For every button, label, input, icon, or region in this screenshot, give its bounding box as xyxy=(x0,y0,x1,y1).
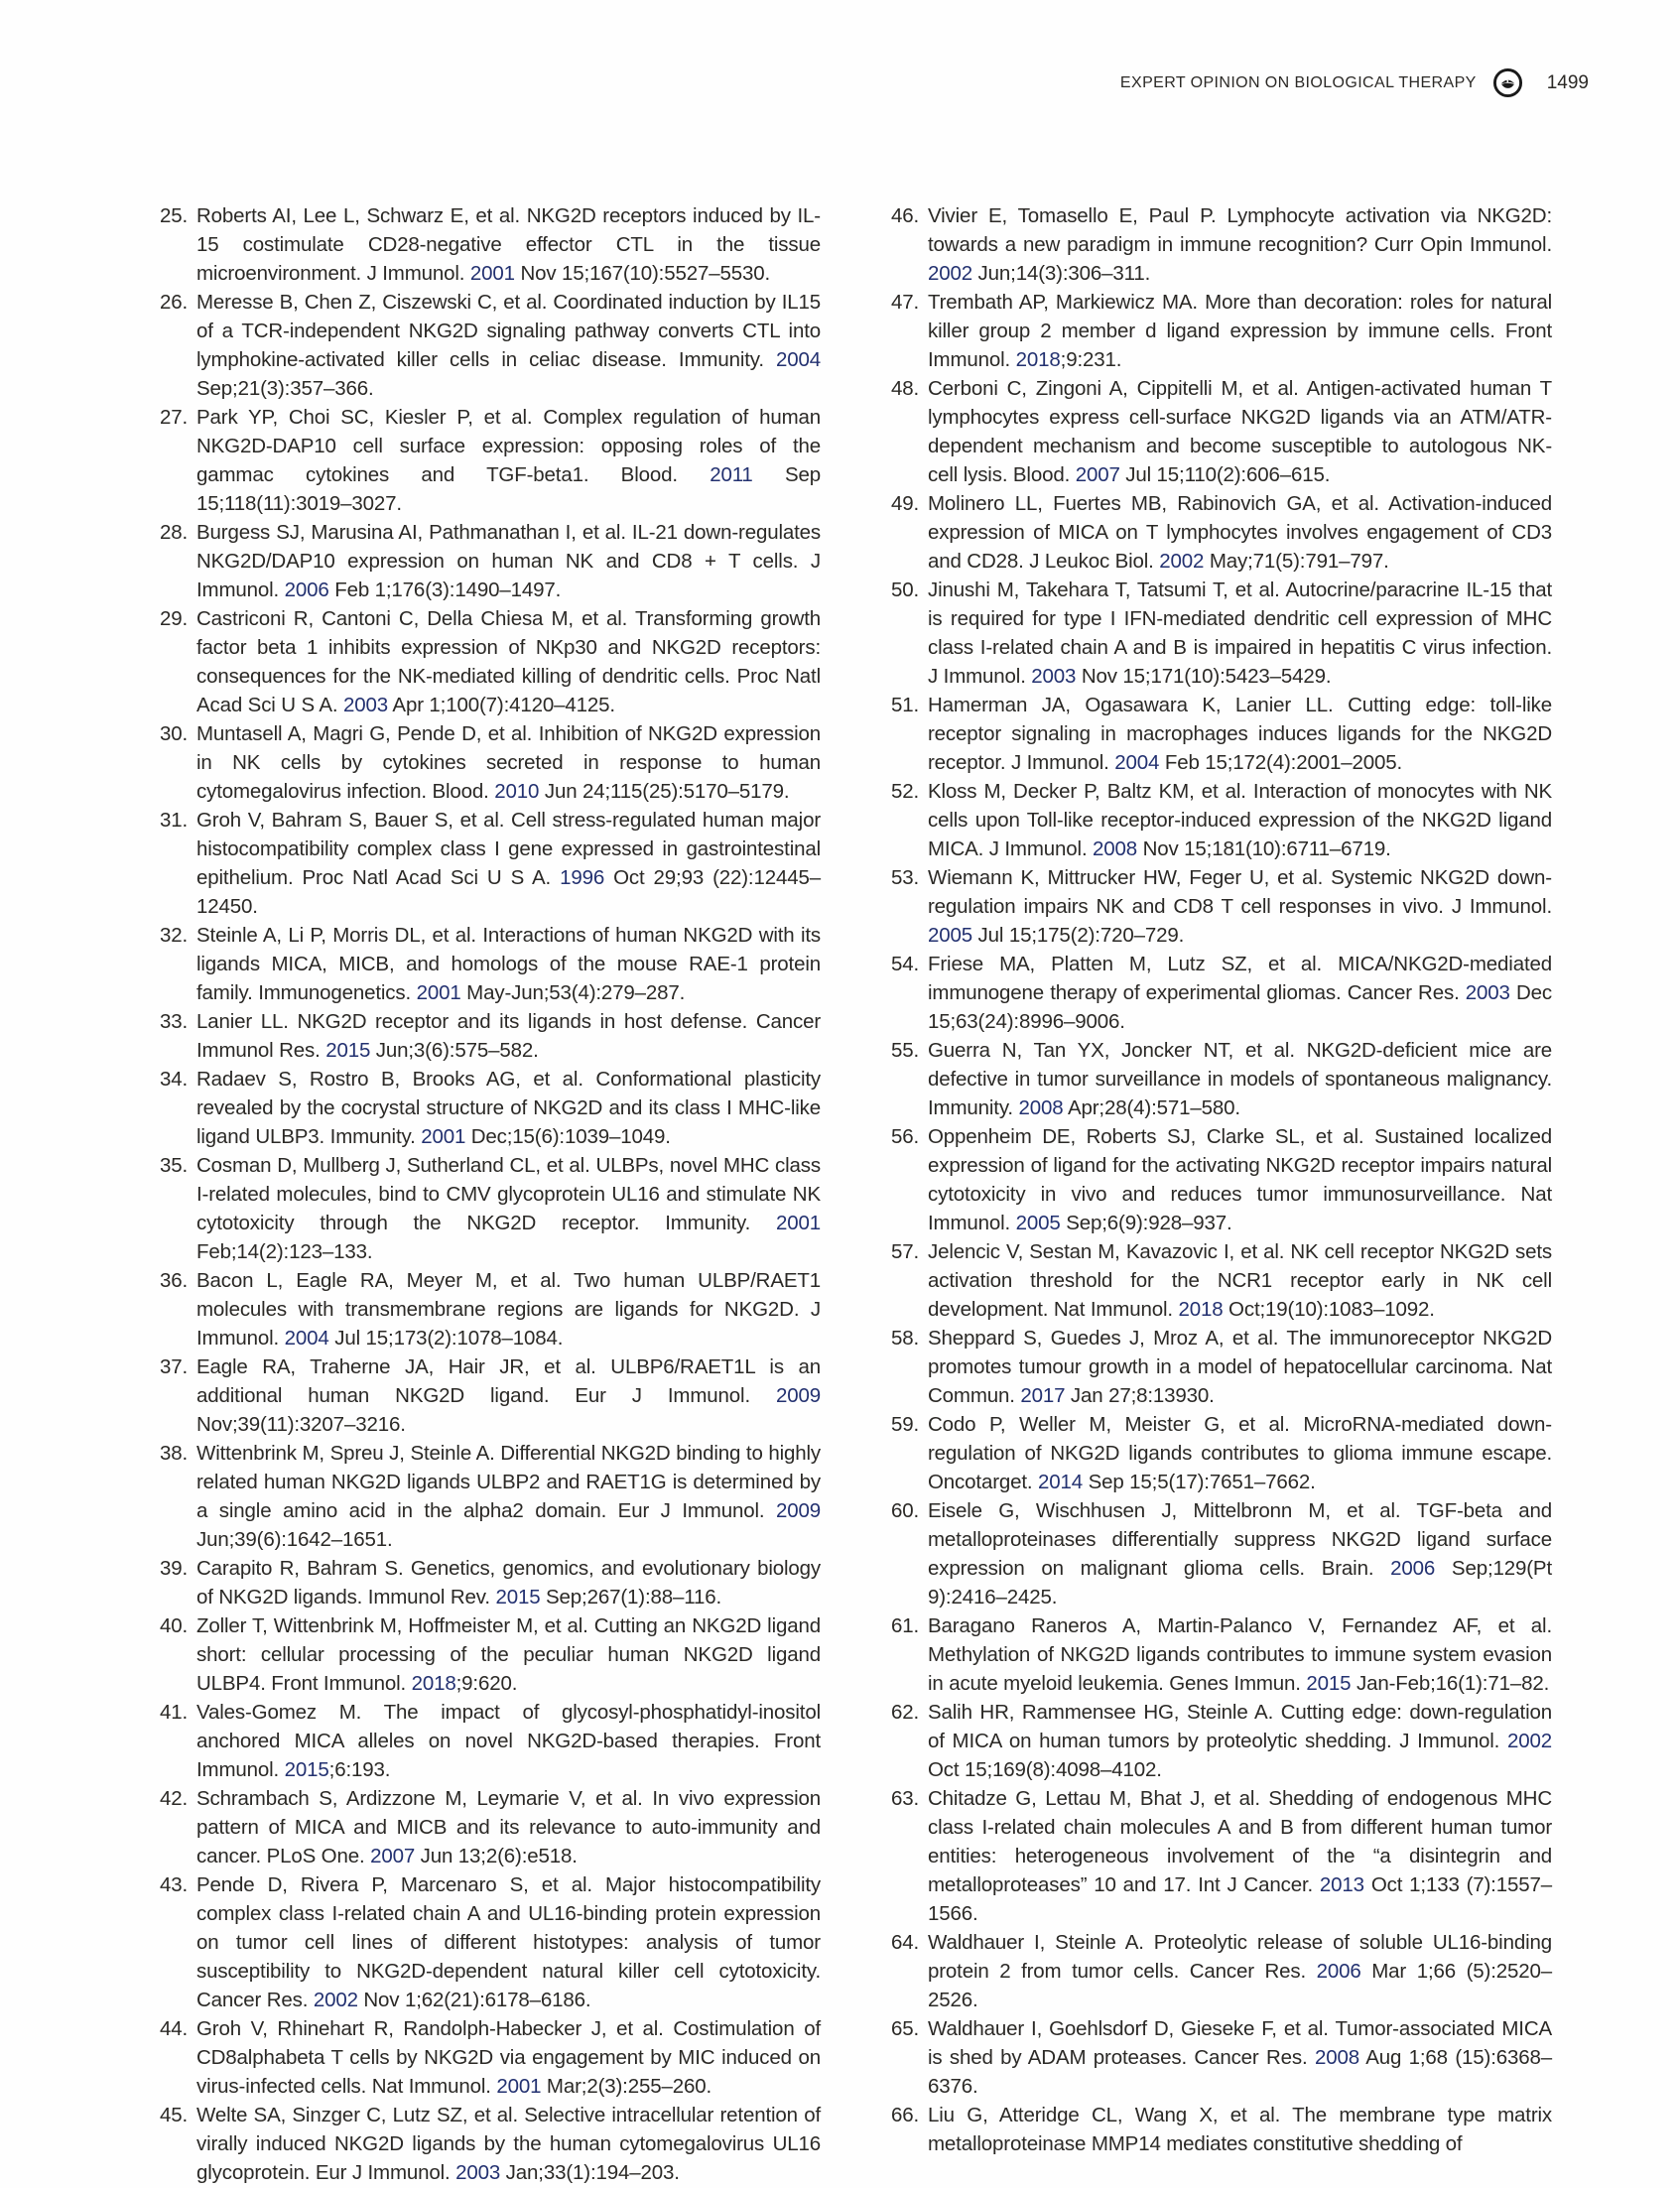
reference-year-link[interactable]: 2001 xyxy=(421,1125,466,1148)
reference-text: Pende D, Rivera P, Marcenaro S, et al. Major histocompatibility complex class I-related chain A and UL16-binding protein expression on tumor cell lines of different histotypes: analysis of tumor susceptibility to NKG2D-dependent natural killer cell cytotoxicity. Cancer Res. 2002 Nov 1;62(21):6178–6186. xyxy=(196,1873,821,2011)
references-column-right xyxy=(891,201,1552,2187)
reference-number: 35. xyxy=(160,1154,189,1177)
reference-text: Bacon L, Eagle RA, Meyer M, et al. Two human ULBP/RAET1 molecules with transmembrane regions are ligands for NKG2D. J Immunol. 2004 Jul 15;173(2):1078–1084. xyxy=(196,1269,821,1350)
reference-item xyxy=(891,1611,1552,1698)
reference-number: 64. xyxy=(891,1931,920,1954)
reference-item xyxy=(891,1122,1552,1237)
reference-item xyxy=(891,1237,1552,1324)
reference-number: 53. xyxy=(891,866,920,889)
reference-year-link[interactable]: 2006 xyxy=(284,579,329,601)
reference-text: Vales-Gomez M. The impact of glycosyl-phosphatidyl-inositol anchored MICA alleles on novel NKG2D-based therapies. Front Immunol. 2015;6:193. xyxy=(196,1701,821,1781)
reference-year-link[interactable]: 2015 xyxy=(1306,1672,1352,1695)
reference-number: 27. xyxy=(160,406,189,429)
reference-year-link[interactable]: 2001 xyxy=(469,262,515,285)
reference-text: Groh V, Rhinehart R, Randolph-Habecker J, et al. Costimulation of CD8alphabeta T cells by NKG2D via engagement by MIC induced on virus-infected cells. Nat Immunol. 2001 Mar;2(3):255–260. xyxy=(196,2017,821,2098)
reference-number: 44. xyxy=(160,2017,189,2040)
reference-item xyxy=(160,1870,821,2014)
reference-year-link[interactable]: 2002 xyxy=(313,1989,358,2011)
reference-number: 56. xyxy=(891,1125,920,1148)
reference-number: 51. xyxy=(891,694,920,716)
reference-item xyxy=(160,201,821,288)
reference-item xyxy=(891,691,1552,777)
reference-text: Sheppard S, Guedes J, Mroz A, et al. The immunoreceptor NKG2D promotes tumour growth in a model of hepatocellular carcinoma. Nat Commun. 2017 Jan 27;8:13930. xyxy=(928,1327,1552,1407)
reference-number: 61. xyxy=(891,1614,920,1637)
reference-item xyxy=(891,374,1552,489)
references-section xyxy=(160,201,1552,2187)
reference-number: 42. xyxy=(160,1787,189,1810)
reference-text: Kloss M, Decker P, Baltz KM, et al. Interaction of monocytes with NK cells upon Toll-like receptor-induced expression of the NKG2D ligand MICA. J Immunol. 2008 Nov 15;181(10):6711–6719. xyxy=(928,780,1552,860)
reference-item xyxy=(160,1266,821,1352)
reference-text: Hamerman JA, Ogasawara K, Lanier LL. Cutting edge: toll-like receptor signaling in macrophages induces ligands for the NKG2D receptor. J Immunol. 2004 Feb 15;172(4):2001–2005. xyxy=(928,694,1552,774)
reference-number: 31. xyxy=(160,809,189,832)
reference-text: Burgess SJ, Marusina AI, Pathmanathan I, et al. IL-21 down-regulates NKG2D/DAP10 expression on human NK and CD8 + T cells. J Immunol. 2006 Feb 1;176(3):1490–1497. xyxy=(196,521,821,601)
reference-item xyxy=(160,2101,821,2187)
reference-text: Baragano Raneros A, Martin-Palanco V, Fernandez AF, et al. Methylation of NKG2D ligands contributes to immune system evasion in acute myeloid leukemia. Genes Immun. 2015 Jan-Feb;16(1):71–82. xyxy=(928,1614,1552,1695)
reference-item xyxy=(891,201,1552,288)
reference-item xyxy=(891,1928,1552,2014)
reference-text: Friese MA, Platten M, Lutz SZ, et al. MICA/NKG2D-mediated immunogene therapy of experimental gliomas. Cancer Res. 2003 Dec 15;63(24):8996–9006. xyxy=(928,953,1552,1033)
reference-year-link[interactable]: 2003 xyxy=(1465,981,1510,1004)
reference-item xyxy=(891,288,1552,374)
reference-item xyxy=(160,806,821,921)
reference-year-link[interactable]: 2010 xyxy=(494,780,540,803)
reference-number: 48. xyxy=(891,377,920,400)
reference-item xyxy=(891,489,1552,576)
reference-year-link[interactable]: 2015 xyxy=(284,1758,329,1781)
reference-year-link[interactable]: 2004 xyxy=(775,348,821,371)
reference-text: Molinero LL, Fuertes MB, Rabinovich GA, et al. Activation-induced expression of MICA on T lymphocytes involves engagement of CD3 and CD28. J Leukoc Biol. 2002 May;71(5):791–797. xyxy=(928,492,1552,573)
page-header xyxy=(1120,67,1589,98)
reference-item xyxy=(891,950,1552,1036)
reference-text: Radaev S, Rostro B, Brooks AG, et al. Conformational plasticity revealed by the cocrystal structure of NKG2D and its class I MHC-like ligand ULBP3. Immunity. 2001 Dec;15(6):1039–1049. xyxy=(196,1068,821,1148)
reference-number: 41. xyxy=(160,1701,189,1724)
reference-item xyxy=(891,2014,1552,2101)
reference-year-link[interactable]: 2007 xyxy=(1075,463,1120,486)
reference-number: 25. xyxy=(160,204,189,227)
reference-item xyxy=(891,2101,1552,2158)
reference-year-link[interactable]: 2011 xyxy=(710,463,753,486)
reference-text: Zoller T, Wittenbrink M, Hoffmeister M, et al. Cutting an NKG2D ligand short: cellular processing of the peculiar human NKG2D ligand ULBP4. Front Immunol. 2018;9:620. xyxy=(196,1614,821,1695)
reference-number: 30. xyxy=(160,722,189,745)
reference-item xyxy=(160,1065,821,1151)
reference-year-link[interactable]: 2002 xyxy=(1159,550,1205,573)
reference-number: 26. xyxy=(160,291,189,314)
reference-year-link[interactable]: 2001 xyxy=(416,981,461,1004)
reference-text: Guerra N, Tan YX, Joncker NT, et al. NKG2D-deficient mice are defective in tumor surveillance in models of spontaneous malignancy. Immunity. 2008 Apr;28(4):571–580. xyxy=(928,1039,1552,1119)
reference-year-link[interactable]: 2005 xyxy=(928,924,973,947)
reference-text: Jinushi M, Takehara T, Tatsumi T, et al. Autocrine/paracrine IL-15 that is required for type I IFN-mediated dendritic cell expression of MHC class I-related chain A and B is impaired in hepatitis C virus infection. J Immunol. 2003 Nov 15;171(10):5423–5429. xyxy=(928,579,1552,688)
reference-year-link[interactable]: 2002 xyxy=(928,262,973,285)
reference-item xyxy=(160,1611,821,1698)
page-number: 1499 xyxy=(1546,71,1589,93)
journal-title: EXPERT OPINION ON BIOLOGICAL THERAPY xyxy=(1119,73,1477,91)
reference-text: Groh V, Bahram S, Bauer S, et al. Cell stress-regulated human major histocompatibility complex class I gene expressed in gastrointestinal epithelium. Proc Natl Acad Sci U S A. 1996 Oct 29;93 (22):12445–12450. xyxy=(196,809,821,918)
reference-year-link[interactable]: 2002 xyxy=(1506,1730,1552,1752)
reference-text: Waldhauer I, Steinle A. Proteolytic release of soluble UL16-binding protein 2 from tumor cells. Cancer Res. 2006 Mar 1;66 (5):2520–2526. xyxy=(928,1931,1552,2011)
reference-year-link[interactable]: 2006 xyxy=(1390,1557,1436,1580)
references-column-left xyxy=(160,201,821,2187)
reference-year-link[interactable]: 2008 xyxy=(1093,837,1138,860)
reference-number: 54. xyxy=(891,953,920,975)
reference-text: Meresse B, Chen Z, Ciszewski C, et al. Coordinated induction by IL15 of a TCR-independent NKG2D signaling pathway converts CTL into lymphokine-activated killer cells in celiac disease. Immunity. 2004 Sep;21(3):357–366. xyxy=(196,291,821,400)
reference-text: Eisele G, Wischhusen J, Mittelbronn M, et al. TGF-beta and metalloproteinases differentially suppress NKG2D ligand surface expression on malignant glioma cells. Brain. 2006 Sep;129(Pt 9):2416–2425. xyxy=(928,1499,1552,1609)
reference-year-link[interactable]: 2008 xyxy=(1314,2046,1359,2069)
reference-item xyxy=(160,1151,821,1266)
reference-number: 38. xyxy=(160,1442,189,1465)
reference-text: Castriconi R, Cantoni C, Della Chiesa M, et al. Transforming growth factor beta 1 inhibits expression of NKp30 and NKG2D receptors: consequences for the NK-mediated killing of dendritic cells. Proc Natl Acad Sci U S A. 2003 Apr 1;100(7):4120–4125. xyxy=(196,607,821,716)
reference-text: Trembath AP, Markiewicz MA. More than decoration: roles for natural killer group 2 member d ligand expression by immune cells. Front Immunol. 2018;9:231. xyxy=(928,291,1552,371)
reference-text: Jelencic V, Sestan M, Kavazovic I, et al. NK cell receptor NKG2D sets activation threshold for the NCR1 receptor early in NK cell development. Nat Immunol. 2018 Oct;19(10):1083–1092. xyxy=(928,1240,1552,1321)
reference-number: 32. xyxy=(160,924,189,947)
reference-text: Vivier E, Tomasello E, Paul P. Lymphocyte activation via NKG2D: towards a new paradigm in immune recognition? Curr Opin Immunol. 2002 Jun;14(3):306–311. xyxy=(928,204,1552,285)
reference-number: 29. xyxy=(160,607,189,630)
reference-item xyxy=(160,1007,821,1065)
reference-number: 40. xyxy=(160,1614,189,1637)
reference-item xyxy=(891,1410,1552,1496)
reference-number: 47. xyxy=(891,291,920,314)
reference-year-link[interactable]: 1996 xyxy=(560,866,605,889)
reference-text: Oppenheim DE, Roberts SJ, Clarke SL, et al. Sustained localized expression of ligand for the activating NKG2D receptor impairs natural cytotoxicity in vivo and reduces tumor immunosurveillance. Nat Immunol. 2005 Sep;6(9):928–937. xyxy=(928,1125,1552,1234)
reference-text: Park YP, Choi SC, Kiesler P, et al. Complex regulation of human NKG2D-DAP10 cell surface expression: opposing roles of the gammac cytokines and TGF-beta1. Blood. 2011 Sep 15;118(11):3019–3027. xyxy=(196,406,821,515)
reference-item xyxy=(891,777,1552,863)
reference-year-link[interactable]: 2009 xyxy=(775,1499,821,1522)
reference-year-link[interactable]: 2003 xyxy=(343,694,389,716)
reference-year-link[interactable]: 2015 xyxy=(325,1039,371,1062)
reference-number: 28. xyxy=(160,521,189,544)
reference-item xyxy=(891,1496,1552,1611)
reference-number: 63. xyxy=(891,1787,920,1810)
reference-text: Chitadze G, Lettau M, Bhat J, et al. Shedding of endogenous MHC class I-related chain molecules A and B from different human tumor entities: heterogeneous involvement of the “a disintegrin and metalloproteases” 10 and 17. Int J Cancer. 2013 Oct 1;133 (7):1557–1566. xyxy=(928,1787,1552,1925)
reference-year-link[interactable]: 2004 xyxy=(284,1327,329,1350)
reference-item xyxy=(160,288,821,403)
reference-text: Eagle RA, Traherne JA, Hair JR, et al. ULBP6/RAET1L is an additional human NKG2D ligand. Eur J Immunol. 2009 Nov;39(11):3207–3216. xyxy=(196,1355,821,1436)
reference-number: 50. xyxy=(891,579,920,601)
publisher-logo-icon xyxy=(1492,67,1523,98)
reference-item xyxy=(160,1784,821,1870)
reference-item xyxy=(160,1439,821,1554)
reference-number: 62. xyxy=(891,1701,920,1724)
reference-number: 46. xyxy=(891,204,920,227)
reference-item xyxy=(160,604,821,719)
reference-text: Salih HR, Rammensee HG, Steinle A. Cutting edge: down-regulation of MICA on human tumors by proteolytic shedding. J Immunol. 2002 Oct 15;169(8):4098–4102. xyxy=(928,1701,1552,1781)
reference-text: Waldhauer I, Goehlsdorf D, Gieseke F, et al. Tumor-associated MICA is shed by ADAM proteases. Cancer Res. 2008 Aug 1;68 (15):6368–6376. xyxy=(928,2017,1552,2098)
reference-number: 36. xyxy=(160,1269,189,1292)
reference-number: 33. xyxy=(160,1010,189,1033)
reference-text: Wiemann K, Mittrucker HW, Feger U, et al. Systemic NKG2D down-regulation impairs NK and CD8 T cell responses in vivo. J Immunol. 2005 Jul 15;175(2):720–729. xyxy=(928,866,1552,947)
reference-year-link[interactable]: 2018 xyxy=(1015,348,1061,371)
reference-number: 58. xyxy=(891,1327,920,1350)
reference-number: 65. xyxy=(891,2017,920,2040)
reference-text: Cosman D, Mullberg J, Sutherland CL, et al. ULBPs, novel MHC class I-related molecules, bind to CMV glycoprotein UL16 and stimulate NK cytotoxicity through the NKG2D receptor. Immunity. 2001 Feb;14(2):123–133. xyxy=(196,1154,821,1263)
reference-year-link[interactable]: 2017 xyxy=(1020,1384,1066,1407)
reference-number: 37. xyxy=(160,1355,189,1378)
reference-item xyxy=(160,1554,821,1611)
reference-number: 52. xyxy=(891,780,920,803)
reference-number: 66. xyxy=(891,2104,920,2126)
reference-item xyxy=(160,921,821,1007)
reference-item xyxy=(891,1036,1552,1122)
reference-year-link[interactable]: 2008 xyxy=(1018,1096,1064,1119)
reference-year-link[interactable]: 2015 xyxy=(495,1586,541,1609)
reference-number: 59. xyxy=(891,1413,920,1436)
reference-year-link[interactable]: 2001 xyxy=(496,2075,542,2098)
reference-text: Schrambach S, Ardizzone M, Leymarie V, et al. In vivo expression pattern of MICA and MICB and its relevance to auto-immunity and cancer. PLoS One. 2007 Jun 13;2(6):e518. xyxy=(196,1787,821,1867)
reference-item xyxy=(160,403,821,518)
reference-year-link[interactable]: 2014 xyxy=(1038,1471,1084,1493)
reference-item xyxy=(891,576,1552,691)
reference-number: 39. xyxy=(160,1557,189,1580)
reference-year-link[interactable]: 2006 xyxy=(1316,1960,1361,1983)
reference-year-link[interactable]: 2001 xyxy=(775,1212,821,1234)
reference-year-link[interactable]: 2003 xyxy=(1031,665,1077,688)
reference-item xyxy=(891,863,1552,950)
reference-year-link[interactable]: 2005 xyxy=(1015,1212,1061,1234)
reference-text: Codo P, Weller M, Meister G, et al. MicroRNA-mediated down-regulation of NKG2D ligands contributes to glioma immune escape. Oncotarget. 2014 Sep 15;5(17):7651–7662. xyxy=(928,1413,1552,1493)
reference-number: 60. xyxy=(891,1499,920,1522)
reference-text: Wittenbrink M, Spreu J, Steinle A. Differential NKG2D binding to highly related human NKG2D ligands ULBP2 and RAET1G is determined by a single amino acid in the alpha2 domain. Eur J Immunol. 2009 Jun;39(6):1642–1651. xyxy=(196,1442,821,1551)
reference-year-link[interactable]: 2018 xyxy=(1178,1298,1224,1321)
reference-year-link[interactable]: 2004 xyxy=(1114,751,1160,774)
reference-text: Lanier LL. NKG2D receptor and its ligands in host defense. Cancer Immunol Res. 2015 Jun;3(6):575–582. xyxy=(196,1010,821,1062)
reference-item xyxy=(160,1352,821,1439)
reference-item xyxy=(160,518,821,604)
reference-text: Muntasell A, Magri G, Pende D, et al. Inhibition of NKG2D expression in NK cells by cytokines secreted in response to human cytomegalovirus infection. Blood. 2010 Jun 24;115(25):5170–5179. xyxy=(196,722,821,803)
reference-text: Carapito R, Bahram S. Genetics, genomics, and evolutionary biology of NKG2D ligands. Immunol Rev. 2015 Sep;267(1):88–116. xyxy=(196,1557,821,1609)
reference-item xyxy=(160,1698,821,1784)
reference-number: 49. xyxy=(891,492,920,515)
reference-year-link[interactable]: 2009 xyxy=(775,1384,821,1407)
reference-item xyxy=(160,2014,821,2101)
reference-item xyxy=(891,1784,1552,1928)
reference-text: Welte SA, Sinzger C, Lutz SZ, et al. Selective intracellular retention of virally induced NKG2D ligands by the human cytomegalovirus UL16 glycoprotein. Eur J Immunol. 2003 Jan;33(1):194–203. xyxy=(196,2104,821,2184)
reference-year-link[interactable]: 2018 xyxy=(411,1672,456,1695)
reference-item xyxy=(160,719,821,806)
reference-text: Steinle A, Li P, Morris DL, et al. Interactions of human NKG2D with its ligands MICA, MICB, and homologs of the mouse RAE-1 protein family. Immunogenetics. 2001 May-Jun;53(4):279–287. xyxy=(196,924,821,1004)
reference-item xyxy=(891,1324,1552,1410)
reference-year-link[interactable]: 2003 xyxy=(455,2161,501,2184)
reference-number: 34. xyxy=(160,1068,189,1091)
reference-year-link[interactable]: 2013 xyxy=(1319,1873,1364,1896)
reference-number: 45. xyxy=(160,2104,189,2126)
reference-number: 57. xyxy=(891,1240,920,1263)
reference-number: 43. xyxy=(160,1873,189,1896)
reference-text: Cerboni C, Zingoni A, Cippitelli M, et al. Antigen-activated human T lymphocytes express cell-surface NKG2D ligands via an ATM/ATR-dependent mechanism and become susceptible to autologous NK- cell lysis. Blood. 2007 Jul 15;110(2):606–615. xyxy=(928,377,1552,486)
reference-text: Roberts AI, Lee L, Schwarz E, et al. NKG2D receptors induced by IL-15 costimulate CD28-negative effector CTL in the tissue microenvironment. J Immunol. 2001 Nov 15;167(10):5527–5530. xyxy=(196,204,821,285)
reference-year-link[interactable]: 2007 xyxy=(370,1845,416,1867)
reference-number: 55. xyxy=(891,1039,920,1062)
reference-item xyxy=(891,1698,1552,1784)
reference-text: Liu G, Atteridge CL, Wang X, et al. The membrane type matrix metalloproteinase MMP14 mediates constitutive shedding of xyxy=(928,2104,1552,2155)
